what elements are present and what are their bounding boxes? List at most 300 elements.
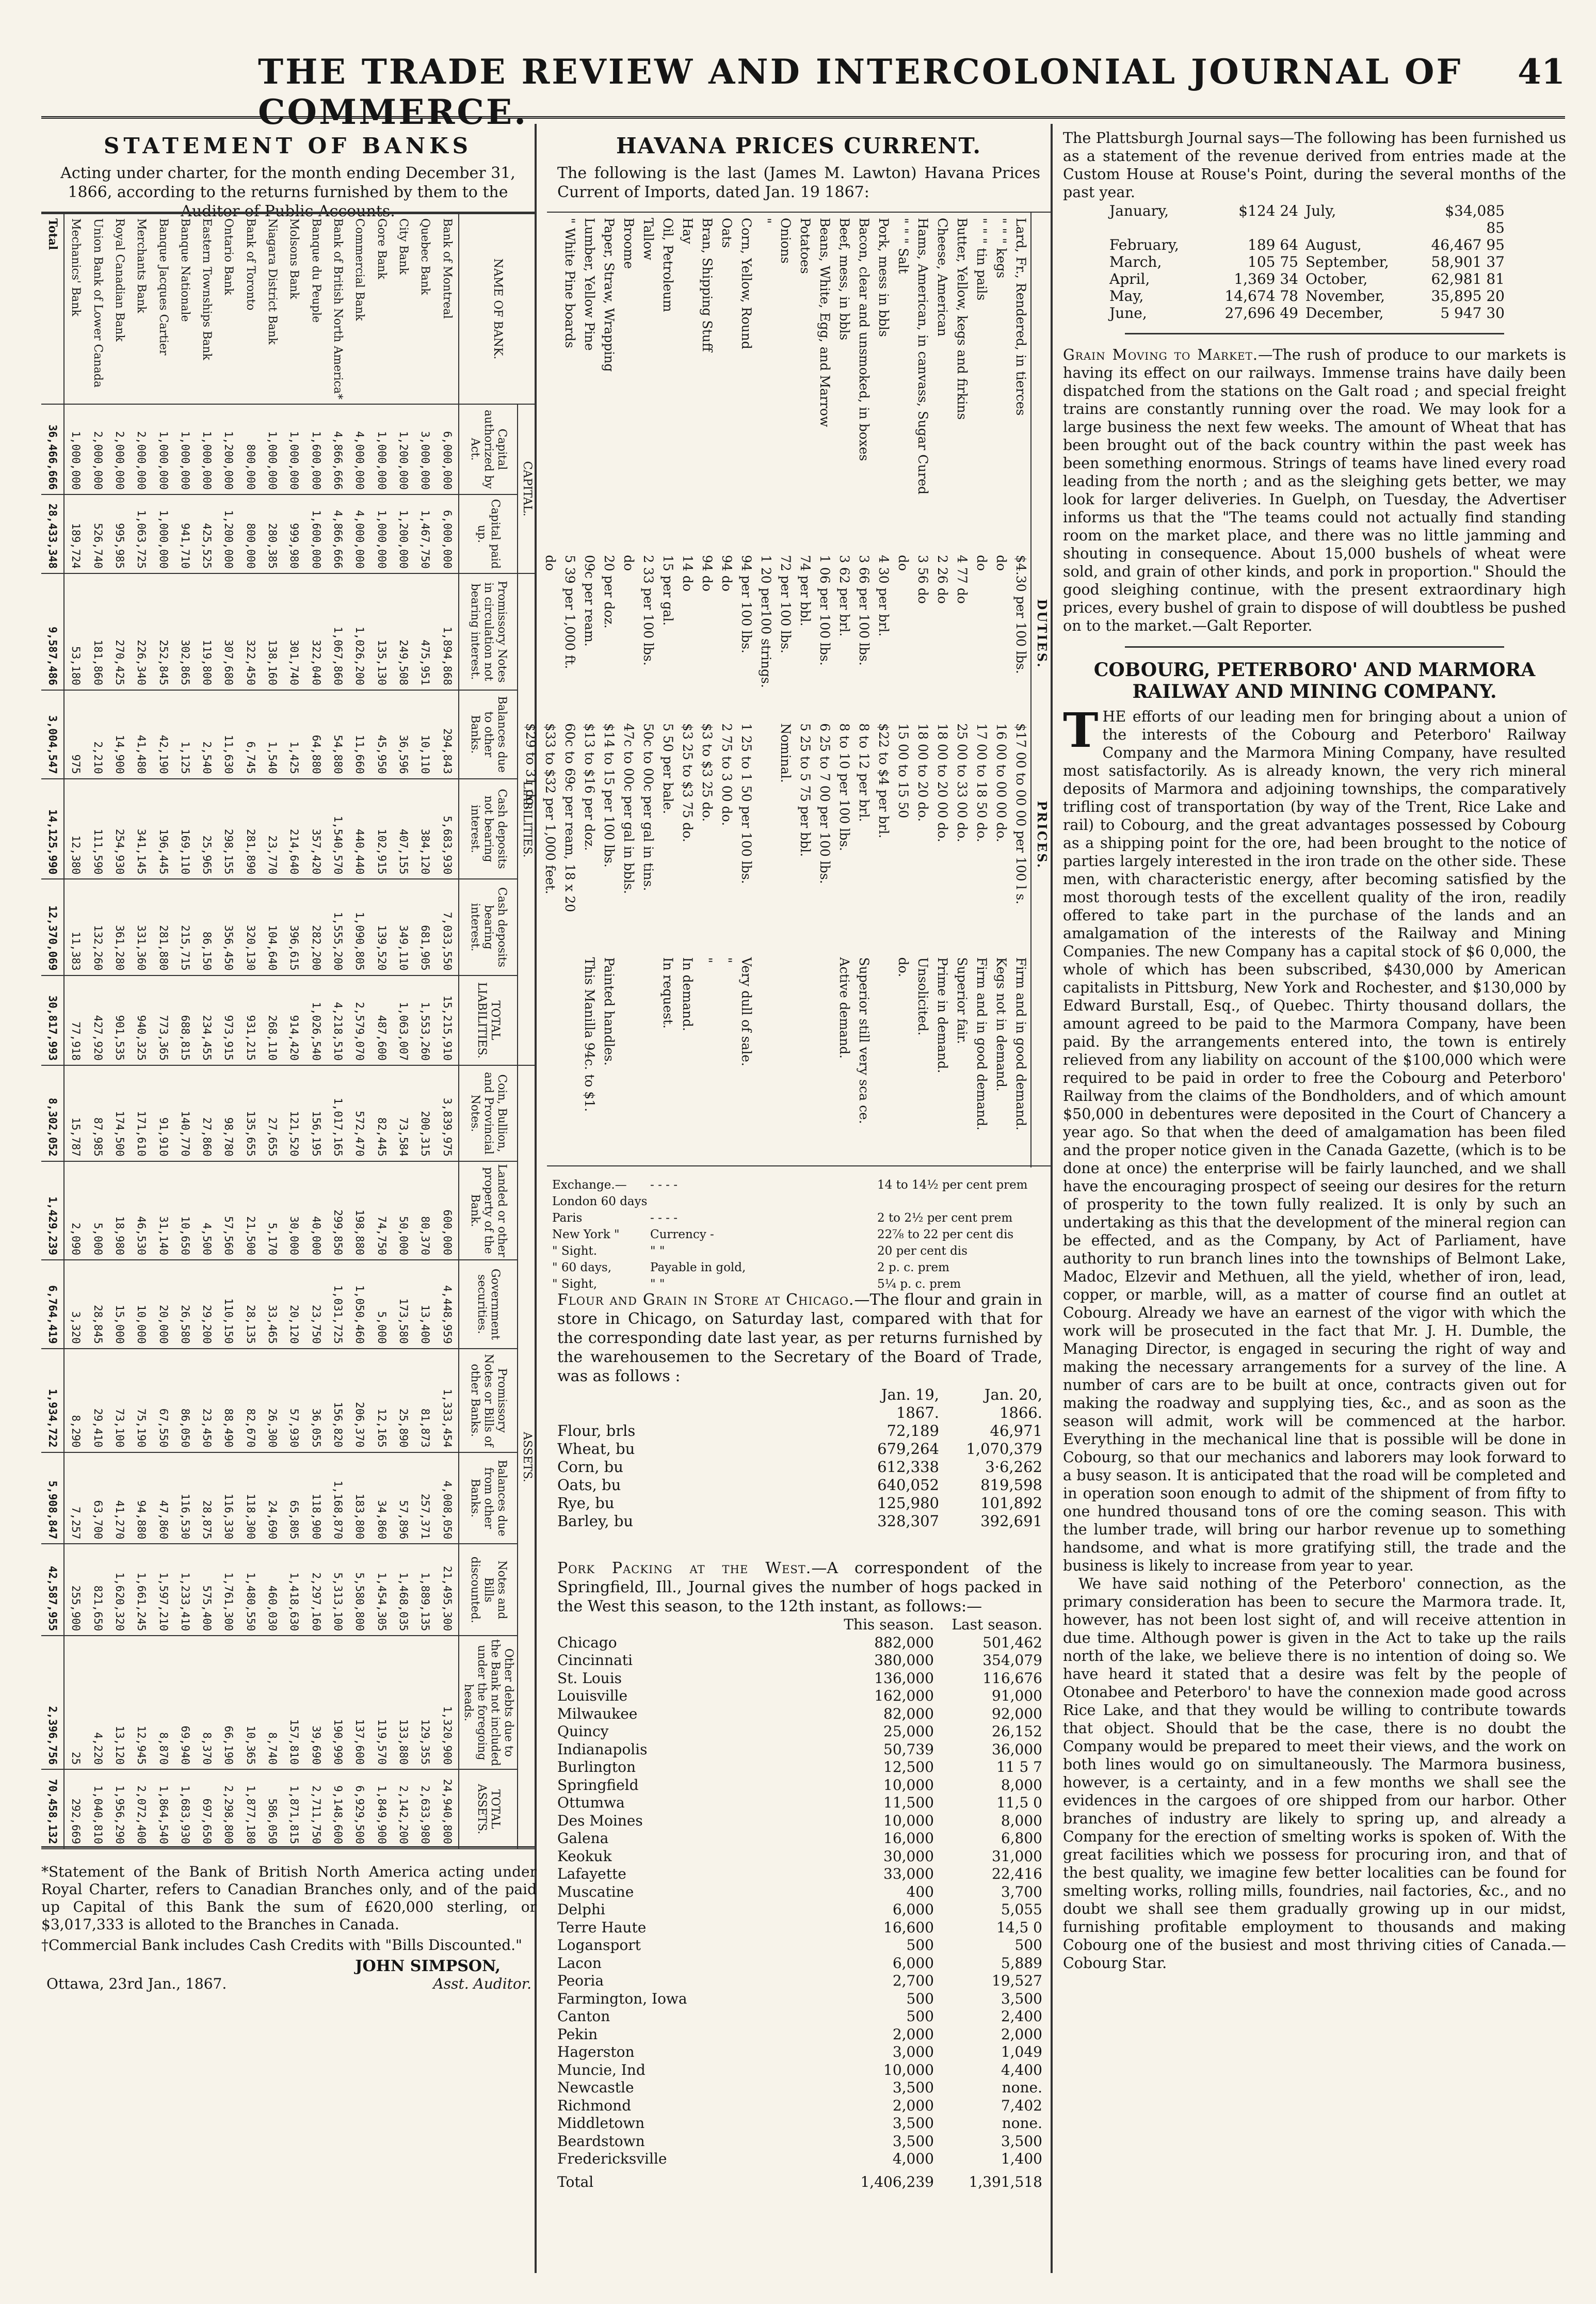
bank-cell: 200,315	[414, 1065, 436, 1161]
bank-cell: 1,683,930	[174, 1769, 196, 1849]
bank-cell: 282,200	[305, 879, 327, 975]
customs-receipts	[1109, 202, 1566, 322]
havana-cell: 17 00 to 18 50 do.	[974, 723, 989, 842]
bank-cell: 1,468,035	[392, 1544, 414, 1636]
bank-cell: 214,640	[283, 779, 305, 879]
pork-row	[557, 1848, 1042, 1866]
pork-row-cell: 3,500	[892, 2132, 934, 2150]
pork-row-cell: Newcastle	[557, 2079, 634, 2096]
bank-cell: 7,033,550	[436, 879, 459, 975]
bank-cell: 322,450	[239, 573, 261, 690]
table-row	[932, 213, 952, 1167]
bank-cell: 4,500	[196, 1161, 218, 1260]
pork-row	[557, 1990, 1042, 2008]
flour-row-cell: 101,892	[980, 1494, 1042, 1512]
bank-total-cell: 2,396,756	[41, 1636, 64, 1769]
table-row	[436, 214, 459, 1849]
havana-cell: Pork, mess in bbls	[876, 218, 891, 337]
bank-cell: 800,000	[239, 494, 261, 573]
bank-cell: 2,579,070	[349, 975, 370, 1065]
pork-row	[557, 1652, 1042, 1670]
bank-cell: 14,900	[108, 690, 130, 779]
havana-cell: " " " tin pails	[974, 218, 989, 301]
pork-row	[557, 2150, 1042, 2168]
havana-cell: Tallow	[641, 218, 656, 261]
havana-cell	[521, 952, 540, 1167]
bank-cell: 1,320,900	[436, 1636, 459, 1769]
table-row	[152, 214, 174, 1849]
flour-row	[557, 1494, 1042, 1512]
bank-cell: 1,026,540	[305, 975, 327, 1065]
bank-cell: 18,980	[108, 1161, 130, 1260]
receipt-cell: 35,895 20	[1431, 287, 1505, 305]
table-row	[658, 213, 678, 1167]
bank-cell: 13,400	[414, 1260, 436, 1349]
bank-cell: 20,120	[283, 1260, 305, 1349]
flour-row-cell: 328,307	[877, 1512, 939, 1530]
pork-row-cell: 10,000	[883, 1812, 934, 1829]
bank-cell: 6,000,000	[436, 494, 459, 573]
bank-cell: 1,425	[283, 690, 305, 779]
pork-row-cell: 25,000	[883, 1723, 934, 1740]
exchange-cell: - - - -	[650, 1178, 678, 1192]
table-row	[756, 213, 776, 1167]
pork-row	[557, 1794, 1042, 1812]
table-row	[776, 213, 795, 1167]
bank-cell: 1,454,305	[370, 1544, 392, 1636]
cobourg-p1: THE efforts of our leading men for bringing about a union of the interests of the Cobourg and Peterboro' Railway Company and the Marmora Mining Company, have resulted most satisfactorily. As is already known, the very rich mineral deposits of Marmora and adjoining townships, the comparatively trifling cost of transportation (by way of the Trent, Rice Lake and rail) to Cobourg, and the great advantages possessed by Cobourg as a shipping point for the ore, had been brought to the notice of parties largely interested in the iron trade on the other side. These men, with characteristic energy, after becoming satisfied by the most thorough tests of the excellent quality of the iron, readily offered to take part in the purchase of the lands and an amalgamation of the interests of the Railway and Mining Companies. The new Company has a capital stock of $6 0,000, the whole of which has been subscribed, $430,000 by American capitalists in Pittsburg, New York and Rochester, and $130,000 by Edward Burstall, Esq., of Quebec. Thirty thousand dollars, the amount agreed to be paid to the Marmora Company, have been paid. By the arrangements entered into, the town is entirely relieved from any liability on account of the $100,000 which were required to be paid in order to free the Cobourg and Peterboro' Railway from the claims of the Bondholders, and of which amount $50,000 in debentures were deposited in the Court of Chancery a year ago. So that when the deed of amalgamation has been filed and the proper notice given in the Canada Gazette, (which is to be done at once) the enterprise will be fairly launched, and we shall have the encouraging prospect of seeing our desires for the return of prosperity to the town fully realized. It is only by such an undertaking as this that the development of the mineral region can be effected, and as the Company, by Act of Parliament, have authority to run branch lines into the townships of Belmont Lake, Madoc, Elzevir and Methuen, all the yield, whether of iron, lead, copper, or marble, will, as a matter of course find an outlet at Cobourg. Already we have an earnest of the vigor with which the work will be prosecuted in the fact that Mr. J. H. Dumble, the Managing Director, is engaged in securing the right of way and making the necessary arrangements for a survey of the line. A number of cars are to be built at once, contracts given out for making the roadway and supplying ties, &c., and as soon as the season will admit, work will be commenced at the harbor. Everything in the mechanical line that is possible will be done in Cobourg, so that our mechanics and laborers may look forward to a busy season. It is anticipated that the road will be completed and in operation soon enough to admit of the shipment of from fifty to one hundred thousand tons of ore the coming season. This with the lumber trade, will bring our harbor revenue up to something handsome, and what is more gratifying still, the trade and the business is likely to increase from year to year.	[1063, 702, 1566, 1574]
pork-row	[557, 1955, 1042, 1973]
exchange-cell: " "	[650, 1277, 665, 1291]
bank-cell: 5,000	[370, 1260, 392, 1349]
havana-cell: 2 26 do	[935, 555, 950, 604]
pork-row-cell: 380,000	[874, 1652, 934, 1669]
pork-row-cell: Burlington	[557, 1758, 636, 1775]
bank-cell: 302,865	[174, 573, 196, 690]
pork-row-cell: 501,462	[982, 1634, 1042, 1651]
havana-cell: " White Pine boards	[562, 218, 577, 348]
havana-intro: The following is the last (James M. Lawton) Havana Prices Current of Imports, dated Jan. 19 1867:	[557, 164, 1040, 201]
havana-cell: Butter, Yellow, kegs and firkins	[955, 218, 970, 420]
havana-cell: " " " kegs	[994, 218, 1009, 279]
pork-row-cell: 91,000	[992, 1687, 1042, 1704]
bank-cell: 25,890	[392, 1349, 414, 1452]
table-row	[697, 213, 717, 1167]
bank-cell: 3,320	[64, 1260, 87, 1349]
bank-col-header: TOTAL LIABILITIES.	[459, 975, 518, 1065]
bank-cell: 11,630	[218, 690, 239, 779]
pork-row	[557, 1741, 1042, 1759]
pork-row-cell: 4,400	[1001, 2061, 1042, 2078]
bank-cell: 21,500	[239, 1161, 261, 1260]
receipt-cell: 1,369 34	[1234, 270, 1298, 287]
pork-row-cell: Fredericksville	[557, 2150, 667, 2167]
bank-col-header: Notes and Bills discounted.	[459, 1544, 518, 1636]
bank-cell: 280,385	[261, 494, 283, 573]
havana-cell: 4 30 per brl.	[876, 555, 891, 637]
bank-cell: 169,110	[174, 779, 196, 879]
pork-row-cell: 2,000	[892, 2097, 934, 2114]
havana-cell: Corn, Yellow, Round	[739, 218, 754, 349]
pork-row	[557, 1972, 1042, 1990]
table-row	[392, 214, 414, 1849]
bank-name: Molsons Bank	[283, 214, 305, 404]
bank-cell: 2,142,200	[392, 1769, 414, 1849]
bank-col-header: Coin, Bullion, and Provincial Notes.	[459, 1065, 518, 1161]
havana-cell: Lard, Fr., Rendered, in tierces	[1013, 218, 1028, 416]
pork-row	[557, 2133, 1042, 2151]
bank-name: City Bank	[392, 214, 414, 404]
bank-cell: 249,508	[392, 573, 414, 690]
havana-cell: 94 do	[700, 555, 715, 591]
pork-row-cell: 882,000	[874, 1634, 934, 1651]
bank-name: Eastern Townships Bank	[196, 214, 218, 404]
havana-cell: do	[974, 555, 989, 571]
pork-row-cell: 6,800	[1001, 1830, 1042, 1847]
table-row	[1011, 213, 1031, 1167]
table-row	[854, 213, 874, 1167]
havana-cell: 47c to 00c per gal in bbls.	[621, 723, 636, 894]
bank-cell: 135,655	[239, 1065, 261, 1161]
havana-cell: Hams, American, in canvass, Sugar Cured	[915, 218, 930, 495]
bank-cell: 2,540	[196, 690, 218, 779]
havana-cell: Bacon, clear and unsmoked, in boxes	[857, 218, 872, 461]
receipt-cell: February,	[1109, 236, 1179, 253]
pork-row-cell: Indianapolis	[557, 1740, 648, 1758]
bank-cell: 28,135	[239, 1260, 261, 1349]
pork-row	[557, 2008, 1042, 2026]
exchange-cell: Paris	[552, 1211, 583, 1225]
havana-cell: 1 20 per100 strings.	[759, 555, 773, 688]
havana-cell: 1 06 per 100 lbs.	[817, 555, 832, 666]
bank-cell: 487,600	[370, 975, 392, 1065]
bank-total-cell: 5,908,847	[41, 1452, 64, 1544]
bank-cell: 156,820	[327, 1349, 348, 1452]
bank-cell: 940,325	[131, 975, 152, 1065]
flour-head-1866: Jan. 20, 1866.	[984, 1386, 1042, 1421]
bank-table-frame	[41, 212, 537, 1848]
table-row	[874, 213, 893, 1167]
bank-cell: 575,400	[196, 1544, 218, 1636]
pork-row-cell: 2,000	[892, 2025, 934, 2043]
flour-row-cell: 72,189	[886, 1422, 939, 1439]
receipt-cell: August,	[1305, 236, 1362, 253]
pork-row-cell: 8,000	[1001, 1812, 1042, 1829]
bank-cell: 137,600	[349, 1636, 370, 1769]
receipt-cell: 27,696 49	[1224, 305, 1298, 322]
pork-row-cell: Pekin	[557, 2025, 598, 2043]
bank-cell: 322,040	[305, 573, 327, 690]
exchange-row	[552, 1226, 1047, 1243]
bank-cell: 25	[64, 1636, 87, 1769]
exchange-cell: 20 per cent dis	[877, 1244, 968, 1258]
bank-name: Gore Bank	[370, 214, 392, 404]
pork-row-cell: 19,527	[992, 1972, 1042, 1989]
bank-cell: 5,170	[261, 1161, 283, 1260]
havana-cell: 5 39 per 1,000 ft.	[562, 555, 577, 669]
exchange-cell: 14 to 14½ per cent prem	[877, 1178, 1028, 1192]
bank-cell: 941,710	[174, 494, 196, 573]
bank-col-header: Government securities.	[459, 1260, 518, 1349]
bank-cell: 102,915	[370, 779, 392, 879]
bank-cell: 1,956,290	[108, 1769, 130, 1849]
pork-row-cell: 7,402	[1001, 2097, 1042, 2114]
bank-cell: 4,866,666	[327, 404, 348, 494]
pork-row	[557, 1812, 1042, 1830]
bank-cell: 139,520	[370, 879, 392, 975]
bank-cell: 41,480	[131, 690, 152, 779]
havana-cell	[795, 952, 815, 1167]
pork-row-cell: 26,152	[992, 1723, 1042, 1740]
pork-row-cell: 12,500	[883, 1758, 934, 1775]
bank-cell: 67,550	[152, 1349, 174, 1452]
bank-heading: STATEMENT OF BANKS	[104, 133, 472, 158]
havana-cell: do	[543, 555, 558, 571]
bank-cell: 46,530	[131, 1161, 152, 1260]
havana-cell: do.	[896, 957, 911, 978]
table-row	[283, 214, 305, 1849]
receipt-cell: October,	[1305, 270, 1368, 287]
bank-cell: 12,945	[131, 1636, 152, 1769]
bank-cell: 73,584	[392, 1065, 414, 1161]
bank-cell: 995,985	[108, 494, 130, 573]
col-duties: DUTIES.	[1031, 550, 1053, 718]
bank-cell: 11,383	[64, 879, 87, 975]
pork-row	[557, 2026, 1042, 2044]
bank-cell: 396,615	[283, 879, 305, 975]
receipt-cell: 58,901 37	[1431, 253, 1505, 270]
bank-cell: 901,535	[108, 975, 130, 1065]
pork-row-cell: 3,000	[892, 2043, 934, 2060]
bank-cell: 349,110	[392, 879, 414, 975]
bank-cell: 1,553,260	[414, 975, 436, 1065]
receipt-cell: September,	[1305, 253, 1389, 270]
pork-row	[557, 1901, 1042, 1919]
bank-cell: 1,849,900	[370, 1769, 392, 1849]
bank-cell: 12,165	[370, 1349, 392, 1452]
havana-cell: Superior fair.	[955, 957, 970, 1044]
receipt-cell: December,	[1305, 305, 1384, 322]
exchange-row	[552, 1243, 1047, 1259]
bank-cell: 30,000	[283, 1161, 305, 1260]
havana-cell	[756, 718, 776, 952]
flour-row	[557, 1458, 1042, 1476]
bank-total-cell: 14,125,990	[41, 779, 64, 879]
havana-cell: 25 00 to 33 00 do.	[955, 723, 970, 842]
bank-name: Royal Canadian Bank	[108, 214, 130, 404]
bank-cell: 20,000	[152, 1260, 174, 1349]
bank-cell: 116,530	[174, 1452, 196, 1544]
page-number: 41	[1518, 52, 1565, 92]
havana-cell: Bran, Shipping Stuff	[700, 218, 715, 352]
bank-cell: 80,370	[414, 1161, 436, 1260]
bank-cell: 26,300	[261, 1349, 283, 1452]
bank-total-cell: 8,302,052	[41, 1065, 64, 1161]
bank-cell: 281,880	[152, 879, 174, 975]
pork-row	[557, 2079, 1042, 2097]
bank-cell: 57,930	[283, 1349, 305, 1452]
bank-cell: 1,540,570	[327, 779, 348, 879]
bank-cell: 1,000,000	[370, 404, 392, 494]
exchange-cell: " Sight.	[552, 1244, 598, 1258]
bank-cell: 800,000	[239, 404, 261, 494]
bank-cell: 10,110	[414, 690, 436, 779]
flour-heading: Flour and Grain in Store at Chicago.	[557, 1291, 855, 1309]
flour-row-cell: Oats, bu	[557, 1476, 621, 1494]
havana-cell: "	[700, 957, 715, 964]
bank-cell: 1,600,000	[305, 404, 327, 494]
havana-cell: Unsolicited.	[915, 957, 930, 1036]
pork-row-cell: 500	[906, 1990, 934, 2007]
bank-cell: 140,770	[174, 1065, 196, 1161]
havana-cell: $17 00 to 00 00 per 100 l s.	[1013, 723, 1028, 905]
bank-intro: Acting under charter, for the month ending December 31, 1866, according to the returns furnished by them to the Auditor of Public Accounts.	[60, 164, 515, 220]
bank-total-cell: 42,587,955	[41, 1544, 64, 1636]
receipt-cell: 46,467 95	[1431, 236, 1505, 253]
bank-total-cell: 1,934,722	[41, 1349, 64, 1452]
bank-cell: 572,470	[349, 1065, 370, 1161]
flour-row-cell: Rye, bu	[557, 1494, 615, 1512]
bank-cell: 1,864,540	[152, 1769, 174, 1849]
column-news	[1063, 124, 1566, 2273]
bank-cell: 425,525	[196, 494, 218, 573]
havana-cell: Prime in demand.	[935, 957, 950, 1074]
pork-row-cell: Keokuk	[557, 1847, 612, 1865]
bank-cell: 10,000	[131, 1260, 152, 1349]
table-row	[972, 213, 991, 1167]
grain-article	[1063, 346, 1566, 635]
flour-row	[557, 1476, 1042, 1494]
bank-cell: 973,915	[218, 975, 239, 1065]
bank-cell: 526,740	[87, 494, 108, 573]
bank-total-cell: 30,817,993	[41, 975, 64, 1065]
bank-cell: 10,365	[239, 1636, 261, 1769]
bank-cell: 1,000,000	[370, 494, 392, 573]
receipt-cell: 5 947 30	[1440, 305, 1505, 322]
pork-row	[557, 2097, 1042, 2115]
pork-row-cell: 8,000	[1001, 1776, 1042, 1794]
bank-cell: 29,200	[196, 1260, 218, 1349]
bank-cell: 119,800	[196, 573, 218, 690]
bank-cell: 135,130	[370, 573, 392, 690]
pork-row-cell: St. Louis	[557, 1669, 622, 1687]
havana-cell: do	[621, 555, 636, 571]
bank-cell: 24,940,800	[436, 1769, 459, 1849]
table-row	[521, 213, 540, 1167]
bank-cell: 15,215,910	[436, 975, 459, 1065]
pork-row-cell: Beardstown	[557, 2132, 645, 2150]
bank-cell: 111,590	[87, 779, 108, 879]
bank-cell: 23,450	[196, 1349, 218, 1452]
havana-cell: do	[994, 555, 1009, 571]
havana-cell: $13 to $16 per doz.	[582, 723, 597, 851]
pork-row-cell: 162,000	[874, 1687, 934, 1704]
bank-cell: 121,520	[283, 1065, 305, 1161]
pork-row	[557, 1634, 1042, 1652]
bank-cell: 586,050	[261, 1769, 283, 1849]
havana-cell: 6 25 to 7 00 per 100 lbs.	[817, 723, 832, 884]
havana-cell: 15 00 to 15 50	[896, 723, 911, 819]
exchange-rates	[552, 1177, 1047, 1292]
note-commercial: †Commercial Bank includes Cash Credits with "Bills Discounted."	[41, 1937, 522, 1954]
bank-cell: 1,000,000	[152, 494, 174, 573]
bank-cell: 45,950	[370, 690, 392, 779]
exchange-cell: Exchange.—London 60 days	[552, 1178, 648, 1208]
table-row	[131, 214, 152, 1849]
bank-cell: 975	[64, 690, 87, 779]
havana-cell: $33 to $32 per 1,000 feet.	[543, 723, 558, 894]
flour-row-cell: Wheat, bu	[557, 1440, 635, 1458]
pork-row-cell: Middletown	[557, 2115, 645, 2132]
bank-cell: 174,500	[108, 1065, 130, 1161]
bank-cell: 1,467,750	[414, 494, 436, 573]
pork-row-cell: 36,000	[992, 1740, 1042, 1758]
bank-cell: 252,845	[152, 573, 174, 690]
receipt-cell: 105 75	[1248, 253, 1298, 270]
grain-heading: Grain Moving to Market.	[1063, 346, 1258, 363]
exchange-cell: New York "	[552, 1228, 620, 1241]
bank-cell: 15,000	[108, 1260, 130, 1349]
plattsburgh-intro: The Plattsburgh Journal says—The following has been furnished us as a statement of the revenue derived from entries made at the Custom House at Rouse's Point, during the several months of the past year.	[1063, 130, 1566, 201]
bank-cell: 999,980	[283, 494, 305, 573]
havana-table	[521, 213, 1053, 1167]
bank-total-cell: 6,764,419	[41, 1260, 64, 1349]
flour-grain-section	[557, 1290, 1042, 1530]
bank-cell: 2,633,980	[414, 1769, 436, 1849]
bank-cell: 357,420	[305, 779, 327, 879]
note-bnA: *Statement of the Bank of British North America acting under Royal Charter, refers to Canadian Branches only, and of the paid up Capital of this Bank the sum of £620,000 sterling, or $3,017,333 is alloted to the Branches in Canada.	[41, 1863, 537, 1933]
bank-cell: 40,000	[305, 1161, 327, 1260]
pork-row-cell: 10,000	[883, 1776, 934, 1794]
bank-cell: 2,000,000	[108, 404, 130, 494]
receipt-cell: June,	[1109, 305, 1147, 322]
pork-row-cell: 11,5 0	[996, 1794, 1042, 1811]
havana-cell: This Manilla 94c. to $1.	[582, 957, 597, 1112]
flour-row	[557, 1512, 1042, 1530]
pork-row-cell: Lacon	[557, 1954, 602, 1972]
drop-cap: T	[1063, 702, 1099, 758]
pork-row-cell: 30,000	[883, 1847, 934, 1865]
divider	[1125, 333, 1504, 334]
havana-cell: $29 to 31 do.	[523, 723, 538, 810]
bank-cell: 9,148,600	[327, 1769, 348, 1849]
cobourg-heading: COBOURG, PETERBORO' AND MARMORA RAILWAY AND MINING COMPANY.	[1093, 659, 1536, 702]
bank-cell: 86,050	[174, 1349, 196, 1452]
pork-row-cell: 3,700	[1001, 1883, 1042, 1900]
havana-cell: 5 25 to 5 75 per bbl.	[798, 723, 813, 857]
pork-row-cell: Lafayette	[557, 1865, 626, 1882]
table-row	[952, 213, 972, 1167]
bank-cell: 299,850	[327, 1161, 348, 1260]
bank-cell: 1,540	[261, 690, 283, 779]
exchange-row	[552, 1177, 1047, 1210]
bank-cell: 215,715	[174, 879, 196, 975]
bank-cell: 307,680	[218, 573, 239, 690]
bank-cell: 3,839,975	[436, 1065, 459, 1161]
bank-cell: 1,597,210	[152, 1544, 174, 1636]
bank-cell: 81,873	[414, 1349, 436, 1452]
bank-col-header: TOTAL ASSETS.	[459, 1769, 518, 1849]
table-row	[239, 214, 261, 1849]
havana-cell	[756, 952, 776, 1167]
bank-cell: 1,000,000	[174, 404, 196, 494]
pork-heading: Pork Packing at the West.	[557, 1559, 812, 1577]
bank-cell: 8,290	[64, 1349, 87, 1452]
col-name-of-bank: NAME OF BANK.	[459, 214, 536, 404]
bank-cell: 1,600,000	[305, 494, 327, 573]
bank-cell: 5,580,800	[349, 1544, 370, 1636]
bank-cell: 234,455	[196, 975, 218, 1065]
